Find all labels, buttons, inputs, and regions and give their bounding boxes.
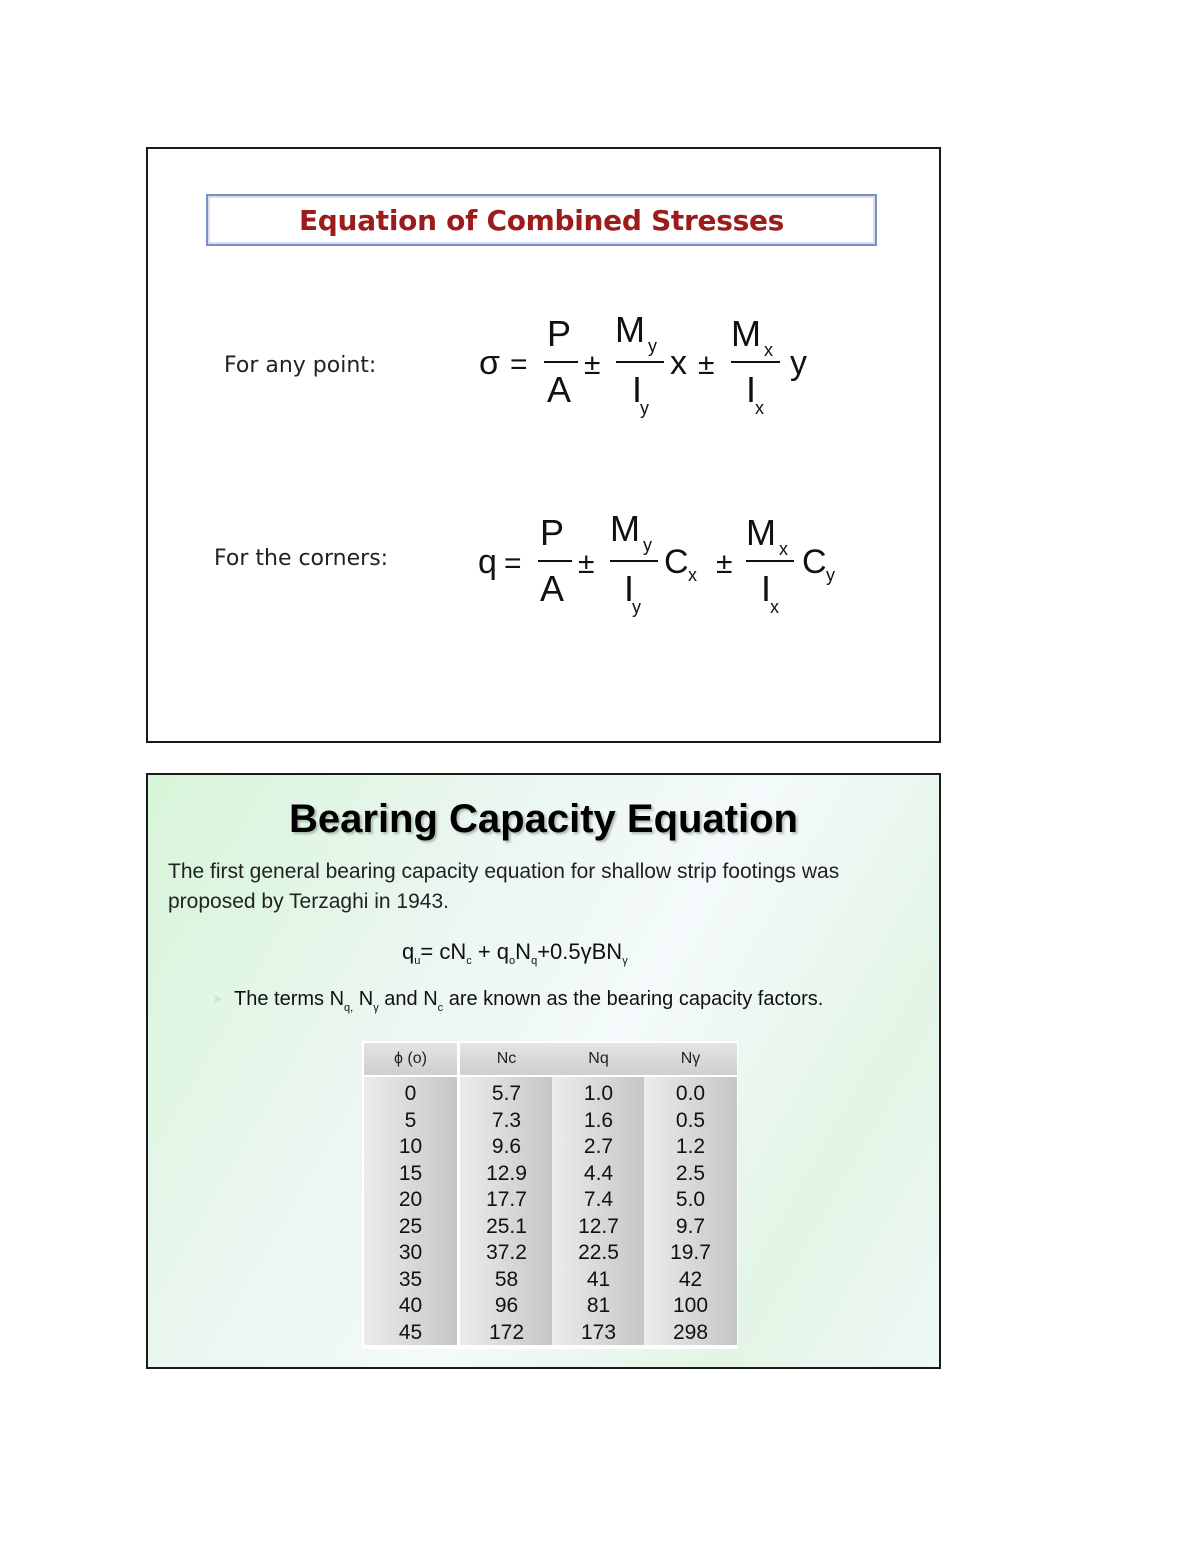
f1-Mx-sub: x (764, 340, 773, 360)
table-cell: 7.4 (583, 1188, 614, 1212)
table-cell: 17.7 (486, 1188, 527, 1212)
f2-Ix-I: I (761, 568, 772, 609)
table-cell: 45 (398, 1320, 423, 1344)
table-cell: 0.0 (675, 1082, 706, 1106)
slide1-title: Equation of Combined Stresses (298, 203, 785, 237)
f1-Ix-I: I (746, 369, 757, 410)
f1-Iy-sub: y (640, 398, 649, 418)
f1-pm1: ± (584, 348, 601, 381)
f1-pm2: ± (698, 348, 715, 381)
f2-Mx-M: M (746, 512, 776, 553)
table-cell: 42 (678, 1267, 703, 1291)
slide2-title: Bearing Capacity Equation (289, 797, 798, 841)
terms-sentence: The terms $N_{q,}$ $N_\gamma$ and $N_c$ are known as the bearing capacity factors. (234, 988, 824, 1014)
table-cell: 25 (398, 1214, 423, 1238)
table-cell: 10 (398, 1135, 423, 1159)
table-cell: 100 (672, 1294, 709, 1318)
table-cell: 22.5 (578, 1241, 619, 1265)
svg-text:=: = (504, 547, 522, 580)
bullet-arrow-icon: ➤ (212, 991, 223, 1006)
f1-My-sub: y (648, 336, 657, 356)
svg-text:=: = (510, 348, 528, 381)
table-cell: 9.6 (491, 1135, 522, 1159)
f2-Cy-sub: y (826, 565, 835, 585)
slide-combined-stresses (146, 147, 941, 743)
f2-Cx-C: C (664, 543, 689, 581)
table-cell: 2.7 (583, 1135, 614, 1159)
table-cell: 58 (494, 1267, 519, 1291)
bearing-factors-table (362, 1041, 738, 1349)
table-cell: 15 (398, 1161, 423, 1185)
f2-Mx-sub: x (779, 539, 788, 559)
f2-Cy-C: C (802, 543, 827, 581)
table-header: Nγ (644, 1043, 737, 1077)
table-cell: 12.9 (486, 1161, 527, 1185)
f2-Iy-I: I (624, 568, 635, 609)
f1-A: A (547, 369, 572, 410)
f2-Cx-sub: x (688, 565, 697, 585)
intro-line-1: The first general bearing capacity equation for shallow strip footings was (168, 860, 840, 883)
table-cell: 1.2 (675, 1135, 706, 1159)
table-cell: 0 (404, 1082, 417, 1106)
table-column-ngamma (644, 1043, 737, 1345)
column-body (552, 1077, 645, 1345)
formula-corners (474, 505, 874, 625)
table-cell: 96 (494, 1294, 519, 1318)
column-body (460, 1077, 553, 1345)
table-cell: 4.4 (583, 1161, 614, 1185)
table-header: ϕ (o) (364, 1043, 457, 1077)
f2-Iy-sub: y (632, 597, 641, 617)
table-cell: 9.7 (675, 1214, 706, 1238)
table-cell: 298 (672, 1320, 709, 1344)
table-cell: 30 (398, 1241, 423, 1265)
table-cell: 41 (586, 1267, 611, 1291)
table-header: Nq (552, 1043, 645, 1077)
f2-My-M: M (610, 508, 640, 549)
table-cell: 19.7 (670, 1241, 711, 1265)
table-cell: 37.2 (486, 1241, 527, 1265)
f2-pm2: ± (716, 547, 733, 580)
table-cell: 172 (488, 1320, 525, 1344)
f1-Iy-I: I (632, 369, 643, 410)
table-column-nq (552, 1043, 645, 1345)
table-cell: 40 (398, 1294, 423, 1318)
table-cell: 25.1 (486, 1214, 527, 1238)
f1-var-y: y (790, 344, 807, 382)
f1-var-x: x (670, 344, 687, 382)
table-cell: 173 (580, 1320, 617, 1344)
intro-paragraph (168, 857, 898, 917)
table-column-nc (460, 1043, 553, 1345)
f2-lhs: q (478, 543, 497, 581)
formula-any-point (474, 304, 834, 424)
f2-Ix-sub: x (770, 597, 779, 617)
table-cell: 81 (586, 1294, 611, 1318)
table-cell: 2.5 (675, 1161, 706, 1185)
table-cell: 7.3 (491, 1108, 522, 1132)
f1-Mx-M: M (731, 313, 761, 354)
f2-P: P (540, 512, 565, 553)
f2-pm1: ± (578, 547, 595, 580)
f1-lhs: σ (479, 344, 500, 382)
table-cell: 20 (398, 1188, 423, 1212)
table-cell: 5.0 (675, 1188, 706, 1212)
table-cell: 0.5 (675, 1108, 706, 1132)
slide-bearing-capacity (146, 773, 941, 1369)
table-header: Nc (460, 1043, 553, 1077)
table-column-phi (364, 1043, 457, 1345)
table-cell: 5 (404, 1108, 417, 1132)
intro-line-2: proposed by Terzaghi in 1943. (168, 890, 449, 913)
table-cell: 35 (398, 1267, 423, 1291)
table-cell: 1.0 (583, 1082, 614, 1106)
label-corners: For the corners: (214, 546, 389, 571)
column-body (644, 1077, 737, 1345)
f1-P: P (547, 313, 572, 354)
table-cell: 12.7 (578, 1214, 619, 1238)
terzaghi-equation: $q_u= cN_c + q_oN_q+0.5\gamma BN_\gamma$ (402, 939, 628, 967)
label-any-point: For any point: (224, 353, 377, 378)
title-box (206, 194, 877, 246)
table-cell: 1.6 (583, 1108, 614, 1132)
column-body (364, 1077, 457, 1345)
table-cell: 5.7 (491, 1082, 522, 1106)
f1-Ix-sub: x (755, 398, 764, 418)
f2-My-sub: y (643, 535, 652, 555)
f2-A: A (540, 568, 565, 609)
f1-My-M: M (615, 309, 645, 350)
